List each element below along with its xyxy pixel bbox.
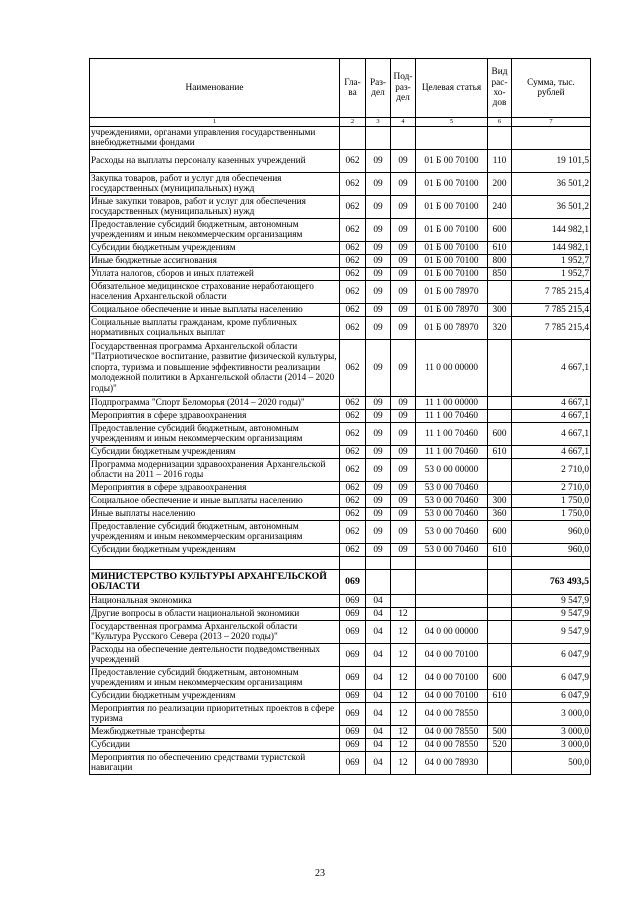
row-razdel: 04 [366,608,391,621]
row-razdel: 09 [366,150,391,173]
row-vid [488,644,512,667]
table-row [90,410,591,423]
row-podrazdel: 12 [391,690,416,703]
table-row [90,127,591,150]
row-razdel: 04 [366,667,391,690]
row-razdel: 09 [366,317,391,340]
row-vid: 600 [488,423,512,446]
row-glava: 069 [340,739,366,752]
row-sum: 4 667,1 [512,410,591,423]
row-target [416,127,488,150]
row-razdel: 04 [366,644,391,667]
column-number-row [90,118,591,127]
row-vid [488,340,512,397]
row-razdel: 09 [366,304,391,317]
column-number: 4 [391,118,416,127]
row-sum: 36 501,2 [512,196,591,219]
header-podrazdel: Под-раз-дел [391,59,416,118]
row-vid [488,570,512,595]
row-name: Мероприятия в сфере здравоохранения [90,410,340,423]
row-target: 01 Б 00 70100 [416,219,488,242]
row-name: Субсидии бюджетным учреждениям [90,446,340,459]
row-target: 04 0 00 70100 [416,644,488,667]
row-target: 11 1 00 70460 [416,423,488,446]
row-podrazdel: 09 [391,410,416,423]
ministry-row [90,570,591,595]
column-number: 2 [340,118,366,127]
row-glava: 062 [340,459,366,482]
row-target [416,608,488,621]
row-glava: 062 [340,255,366,268]
row-vid: 200 [488,173,512,196]
row-target: 53 0 00 70460 [416,544,488,557]
row-name: Другие вопросы в области национальной экономики [90,608,340,621]
row-vid: 240 [488,196,512,219]
table-row [90,482,591,495]
row-glava: 062 [340,446,366,459]
row-vid [488,281,512,304]
table-row [90,544,591,557]
row-podrazdel: 09 [391,459,416,482]
row-target: 04 0 00 78550 [416,726,488,739]
row-sum: 1 750,0 [512,495,591,508]
row-sum: 4 667,1 [512,340,591,397]
row-podrazdel: 09 [391,508,416,521]
column-number: 1 [90,118,340,127]
row-vid [488,397,512,410]
table-row [90,752,591,775]
row-vid: 800 [488,255,512,268]
row-name: Мероприятия в сфере здравоохранения [90,482,340,495]
row-podrazdel: 09 [391,423,416,446]
row-podrazdel: 09 [391,482,416,495]
row-target: 01 Б 00 78970 [416,317,488,340]
row-vid: 520 [488,739,512,752]
row-razdel: 09 [366,173,391,196]
row-glava: 062 [340,508,366,521]
row-sum: 960,0 [512,544,591,557]
header-razdel: Раз-дел [366,59,391,118]
row-target: 04 0 00 00000 [416,621,488,644]
row-razdel: 09 [366,544,391,557]
row-sum: 500,0 [512,752,591,775]
row-target: 01 Б 00 70100 [416,255,488,268]
row-sum: 6 047,9 [512,690,591,703]
row-vid [488,595,512,608]
row-razdel: 09 [366,219,391,242]
row-vid: 300 [488,495,512,508]
row-target: 04 0 00 78550 [416,739,488,752]
row-target: 01 Б 00 78970 [416,281,488,304]
row-razdel: 09 [366,423,391,446]
row-name: МИНИСТЕРСТВО КУЛЬТУРЫ АРХАНГЕЛЬСКОЙ ОБЛАСТИ [90,570,340,595]
page-number: 23 [315,868,325,879]
table-row [90,423,591,446]
row-glava: 069 [340,595,366,608]
row-razdel: 09 [366,521,391,544]
row-name: Социальные выплаты гражданам, кроме публичных нормативных социальных выплат [90,317,340,340]
row-razdel: 04 [366,595,391,608]
row-name: Программа модернизации здравоохранения Архангельской области на 2011 – 2016 годы [90,459,340,482]
budget-table [89,58,591,775]
table-row [90,446,591,459]
row-name: Субсидии бюджетным учреждениям [90,690,340,703]
row-vid: 500 [488,726,512,739]
table-row [90,219,591,242]
row-vid: 610 [488,446,512,459]
row-sum: 7 785 215,4 [512,281,591,304]
row-glava: 062 [340,423,366,446]
row-name: Иные бюджетные ассигнования [90,255,340,268]
row-glava: 062 [340,304,366,317]
row-sum: 19 101,5 [512,150,591,173]
row-target: 01 Б 00 70100 [416,150,488,173]
row-razdel: 09 [366,397,391,410]
row-name: Социальное обеспечение и иные выплаты населению [90,495,340,508]
row-podrazdel [391,595,416,608]
row-vid: 610 [488,242,512,255]
header-vid: Вид рас-хо-дов [488,59,512,118]
row-glava: 069 [340,690,366,703]
row-glava: 062 [340,521,366,544]
row-vid: 610 [488,544,512,557]
table-row [90,690,591,703]
row-sum: 2 710,0 [512,482,591,495]
table-row [90,508,591,521]
row-glava: 069 [340,752,366,775]
table-row [90,495,591,508]
row-target [416,557,488,570]
row-razdel: 09 [366,281,391,304]
row-vid: 360 [488,508,512,521]
row-podrazdel: 09 [391,317,416,340]
row-name: Подпрограмма "Спорт Беломорья (2014 – 2020 годы)" [90,397,340,410]
row-sum: 36 501,2 [512,173,591,196]
table-row [90,255,591,268]
row-sum: 3 000,0 [512,703,591,726]
row-glava: 062 [340,340,366,397]
row-razdel: 09 [366,255,391,268]
row-razdel: 04 [366,690,391,703]
row-podrazdel: 12 [391,608,416,621]
table-row [90,340,591,397]
row-vid [488,127,512,150]
table-row [90,621,591,644]
row-vid: 600 [488,521,512,544]
table-row [90,281,591,304]
row-sum: 4 667,1 [512,397,591,410]
table-row [90,608,591,621]
row-razdel: 09 [366,242,391,255]
row-glava: 069 [340,644,366,667]
column-number: 6 [488,118,512,127]
row-razdel: 04 [366,726,391,739]
row-podrazdel: 09 [391,268,416,281]
row-sum: 3 000,0 [512,726,591,739]
row-podrazdel: 09 [391,544,416,557]
row-podrazdel: 09 [391,340,416,397]
row-glava: 062 [340,173,366,196]
row-vid [488,703,512,726]
row-target: 53 0 00 70460 [416,482,488,495]
row-glava: 062 [340,219,366,242]
row-razdel: 09 [366,268,391,281]
row-podrazdel: 09 [391,242,416,255]
row-target: 01 Б 00 70100 [416,196,488,219]
header-sum: Сумма, тыс. рублей [512,59,591,118]
row-name: Предоставление субсидий бюджетным, автономным учреждениям и иным некоммерческим организациям [90,219,340,242]
row-glava [340,557,366,570]
row-name [90,557,340,570]
row-name: Иные закупки товаров, работ и услуг для обеспечения государственных (муниципальных) нужд [90,196,340,219]
spacer-row [90,557,591,570]
row-vid: 110 [488,150,512,173]
row-podrazdel [391,127,416,150]
row-podrazdel [391,570,416,595]
table-row [90,667,591,690]
header-row [90,59,591,118]
row-target [416,595,488,608]
row-name: Субсидии бюджетным учреждениям [90,242,340,255]
row-sum: 2 710,0 [512,459,591,482]
row-name: учреждениями, органами управления государственными внебюджетными фондами [90,127,340,150]
row-target: 11 1 00 70460 [416,446,488,459]
row-glava: 069 [340,608,366,621]
row-podrazdel: 09 [391,281,416,304]
row-vid: 610 [488,690,512,703]
row-target: 04 0 00 70100 [416,667,488,690]
row-podrazdel: 12 [391,667,416,690]
row-sum: 9 547,9 [512,608,591,621]
row-name: Национальная экономика [90,595,340,608]
row-podrazdel: 09 [391,219,416,242]
row-target: 04 0 00 78930 [416,752,488,775]
table-row [90,459,591,482]
column-number: 7 [512,118,591,127]
row-sum: 4 667,1 [512,423,591,446]
row-name: Обязательное медицинское страхование неработающего населения Архангельской области [90,281,340,304]
row-podrazdel: 09 [391,521,416,544]
row-sum [512,557,591,570]
row-target: 53 0 00 00000 [416,459,488,482]
row-podrazdel [391,557,416,570]
table-row [90,595,591,608]
row-razdel: 09 [366,196,391,219]
row-name: Предоставление субсидий бюджетным, автономным учреждениям и иным некоммерческим организациям [90,667,340,690]
row-glava: 069 [340,570,366,595]
row-name: Уплата налогов, сборов и иных платежей [90,268,340,281]
row-podrazdel: 12 [391,739,416,752]
row-target: 11 0 00 00000 [416,340,488,397]
row-razdel: 04 [366,739,391,752]
row-name: Субсидии [90,739,340,752]
row-sum: 1 952,7 [512,268,591,281]
row-glava: 069 [340,667,366,690]
row-vid: 850 [488,268,512,281]
row-target: 11 1 00 70460 [416,410,488,423]
row-razdel: 09 [366,508,391,521]
row-target: 53 0 00 70460 [416,521,488,544]
row-target: 01 Б 00 78970 [416,304,488,317]
row-glava: 069 [340,726,366,739]
row-podrazdel: 09 [391,397,416,410]
row-name: Государственная программа Архангельской области "Патриотическое воспитание, развитие физической культуры, спорта, туризма и повышение эффективности реализации молодежной политики в Архангельской области (2014 – 2020 годы)" [90,340,340,397]
row-sum: 1 750,0 [512,508,591,521]
row-glava: 062 [340,495,366,508]
row-sum: 1 952,7 [512,255,591,268]
row-glava: 069 [340,621,366,644]
row-sum: 3 000,0 [512,739,591,752]
row-glava: 069 [340,703,366,726]
row-podrazdel: 12 [391,644,416,667]
table-row [90,317,591,340]
row-target [416,570,488,595]
header-target: Целевая статья [416,59,488,118]
header-glava: Гла-ва [340,59,366,118]
row-name: Мероприятия по реализации приоритетных проектов в сфере туризма [90,703,340,726]
table-row [90,304,591,317]
row-razdel: 09 [366,459,391,482]
row-podrazdel: 09 [391,495,416,508]
row-vid: 320 [488,317,512,340]
row-podrazdel: 12 [391,703,416,726]
row-vid [488,608,512,621]
table-row [90,150,591,173]
row-target: 01 Б 00 70100 [416,242,488,255]
row-name: Расходы на обеспечение деятельности подведомственных учреждений [90,644,340,667]
row-sum: 144 982,1 [512,242,591,255]
row-name: Государственная программа Архангельской области "Культура Русского Севера (2013 – 2020 годы)" [90,621,340,644]
row-podrazdel: 09 [391,150,416,173]
table-row [90,268,591,281]
table-row [90,739,591,752]
row-sum: 7 785 215,4 [512,317,591,340]
row-target: 04 0 00 78550 [416,703,488,726]
row-name: Предоставление субсидий бюджетным, автономным учреждениям и иным некоммерческим организациям [90,521,340,544]
row-razdel: 04 [366,621,391,644]
row-glava: 062 [340,317,366,340]
row-podrazdel: 12 [391,621,416,644]
row-target: 01 Б 00 70100 [416,268,488,281]
row-name: Предоставление субсидий бюджетным, автономным учреждениям и иным некоммерческим организациям [90,423,340,446]
row-podrazdel: 09 [391,446,416,459]
row-sum: 144 982,1 [512,219,591,242]
row-target: 04 0 00 70100 [416,690,488,703]
row-glava: 062 [340,242,366,255]
row-vid [488,752,512,775]
row-razdel: 09 [366,340,391,397]
table-row [90,196,591,219]
row-sum: 4 667,1 [512,446,591,459]
row-podrazdel: 12 [391,752,416,775]
table-row [90,703,591,726]
row-sum: 6 047,9 [512,644,591,667]
row-vid [488,621,512,644]
row-glava: 062 [340,281,366,304]
table-row [90,726,591,739]
row-name: Субсидии бюджетным учреждениям [90,544,340,557]
row-sum: 9 547,9 [512,595,591,608]
row-sum: 7 785 215,4 [512,304,591,317]
row-sum: 763 493,5 [512,570,591,595]
row-glava: 062 [340,150,366,173]
row-podrazdel: 09 [391,304,416,317]
row-vid: 300 [488,304,512,317]
row-razdel: 09 [366,446,391,459]
row-vid: 600 [488,667,512,690]
row-glava [340,127,366,150]
table-row [90,173,591,196]
row-target: 53 0 00 70460 [416,495,488,508]
row-target: 11 1 00 00000 [416,397,488,410]
row-glava: 062 [340,410,366,423]
header-name: Наименование [90,59,340,118]
row-razdel: 09 [366,482,391,495]
row-name: Межбюджетные трансферты [90,726,340,739]
row-vid [488,410,512,423]
row-razdel [366,570,391,595]
row-podrazdel: 12 [391,726,416,739]
row-sum: 9 547,9 [512,621,591,644]
row-glava: 062 [340,544,366,557]
row-vid [488,459,512,482]
column-number: 5 [416,118,488,127]
row-vid [488,482,512,495]
row-razdel: 04 [366,752,391,775]
row-podrazdel: 09 [391,196,416,219]
table-row [90,521,591,544]
row-name: Мероприятия по обеспечению средствами туристской навигации [90,752,340,775]
row-vid: 600 [488,219,512,242]
table-row [90,644,591,667]
row-name: Расходы на выплаты персоналу казенных учреждений [90,150,340,173]
row-name: Социальное обеспечение и иные выплаты населению [90,304,340,317]
row-podrazdel: 09 [391,255,416,268]
row-glava: 062 [340,268,366,281]
row-razdel [366,557,391,570]
row-target: 01 Б 00 70100 [416,173,488,196]
row-glava: 062 [340,482,366,495]
row-razdel: 09 [366,495,391,508]
row-podrazdel: 09 [391,173,416,196]
row-glava: 062 [340,196,366,219]
row-sum [512,127,591,150]
column-number: 3 [366,118,391,127]
row-vid [488,557,512,570]
row-sum: 960,0 [512,521,591,544]
row-sum: 6 047,9 [512,667,591,690]
row-glava: 062 [340,397,366,410]
row-name: Иные выплаты населению [90,508,340,521]
row-razdel [366,127,391,150]
row-razdel: 09 [366,410,391,423]
table-row [90,397,591,410]
table-row [90,242,591,255]
row-target: 53 0 00 70460 [416,508,488,521]
row-name: Закупка товаров, работ и услуг для обеспечения государственных (муниципальных) нужд [90,173,340,196]
row-razdel: 04 [366,703,391,726]
